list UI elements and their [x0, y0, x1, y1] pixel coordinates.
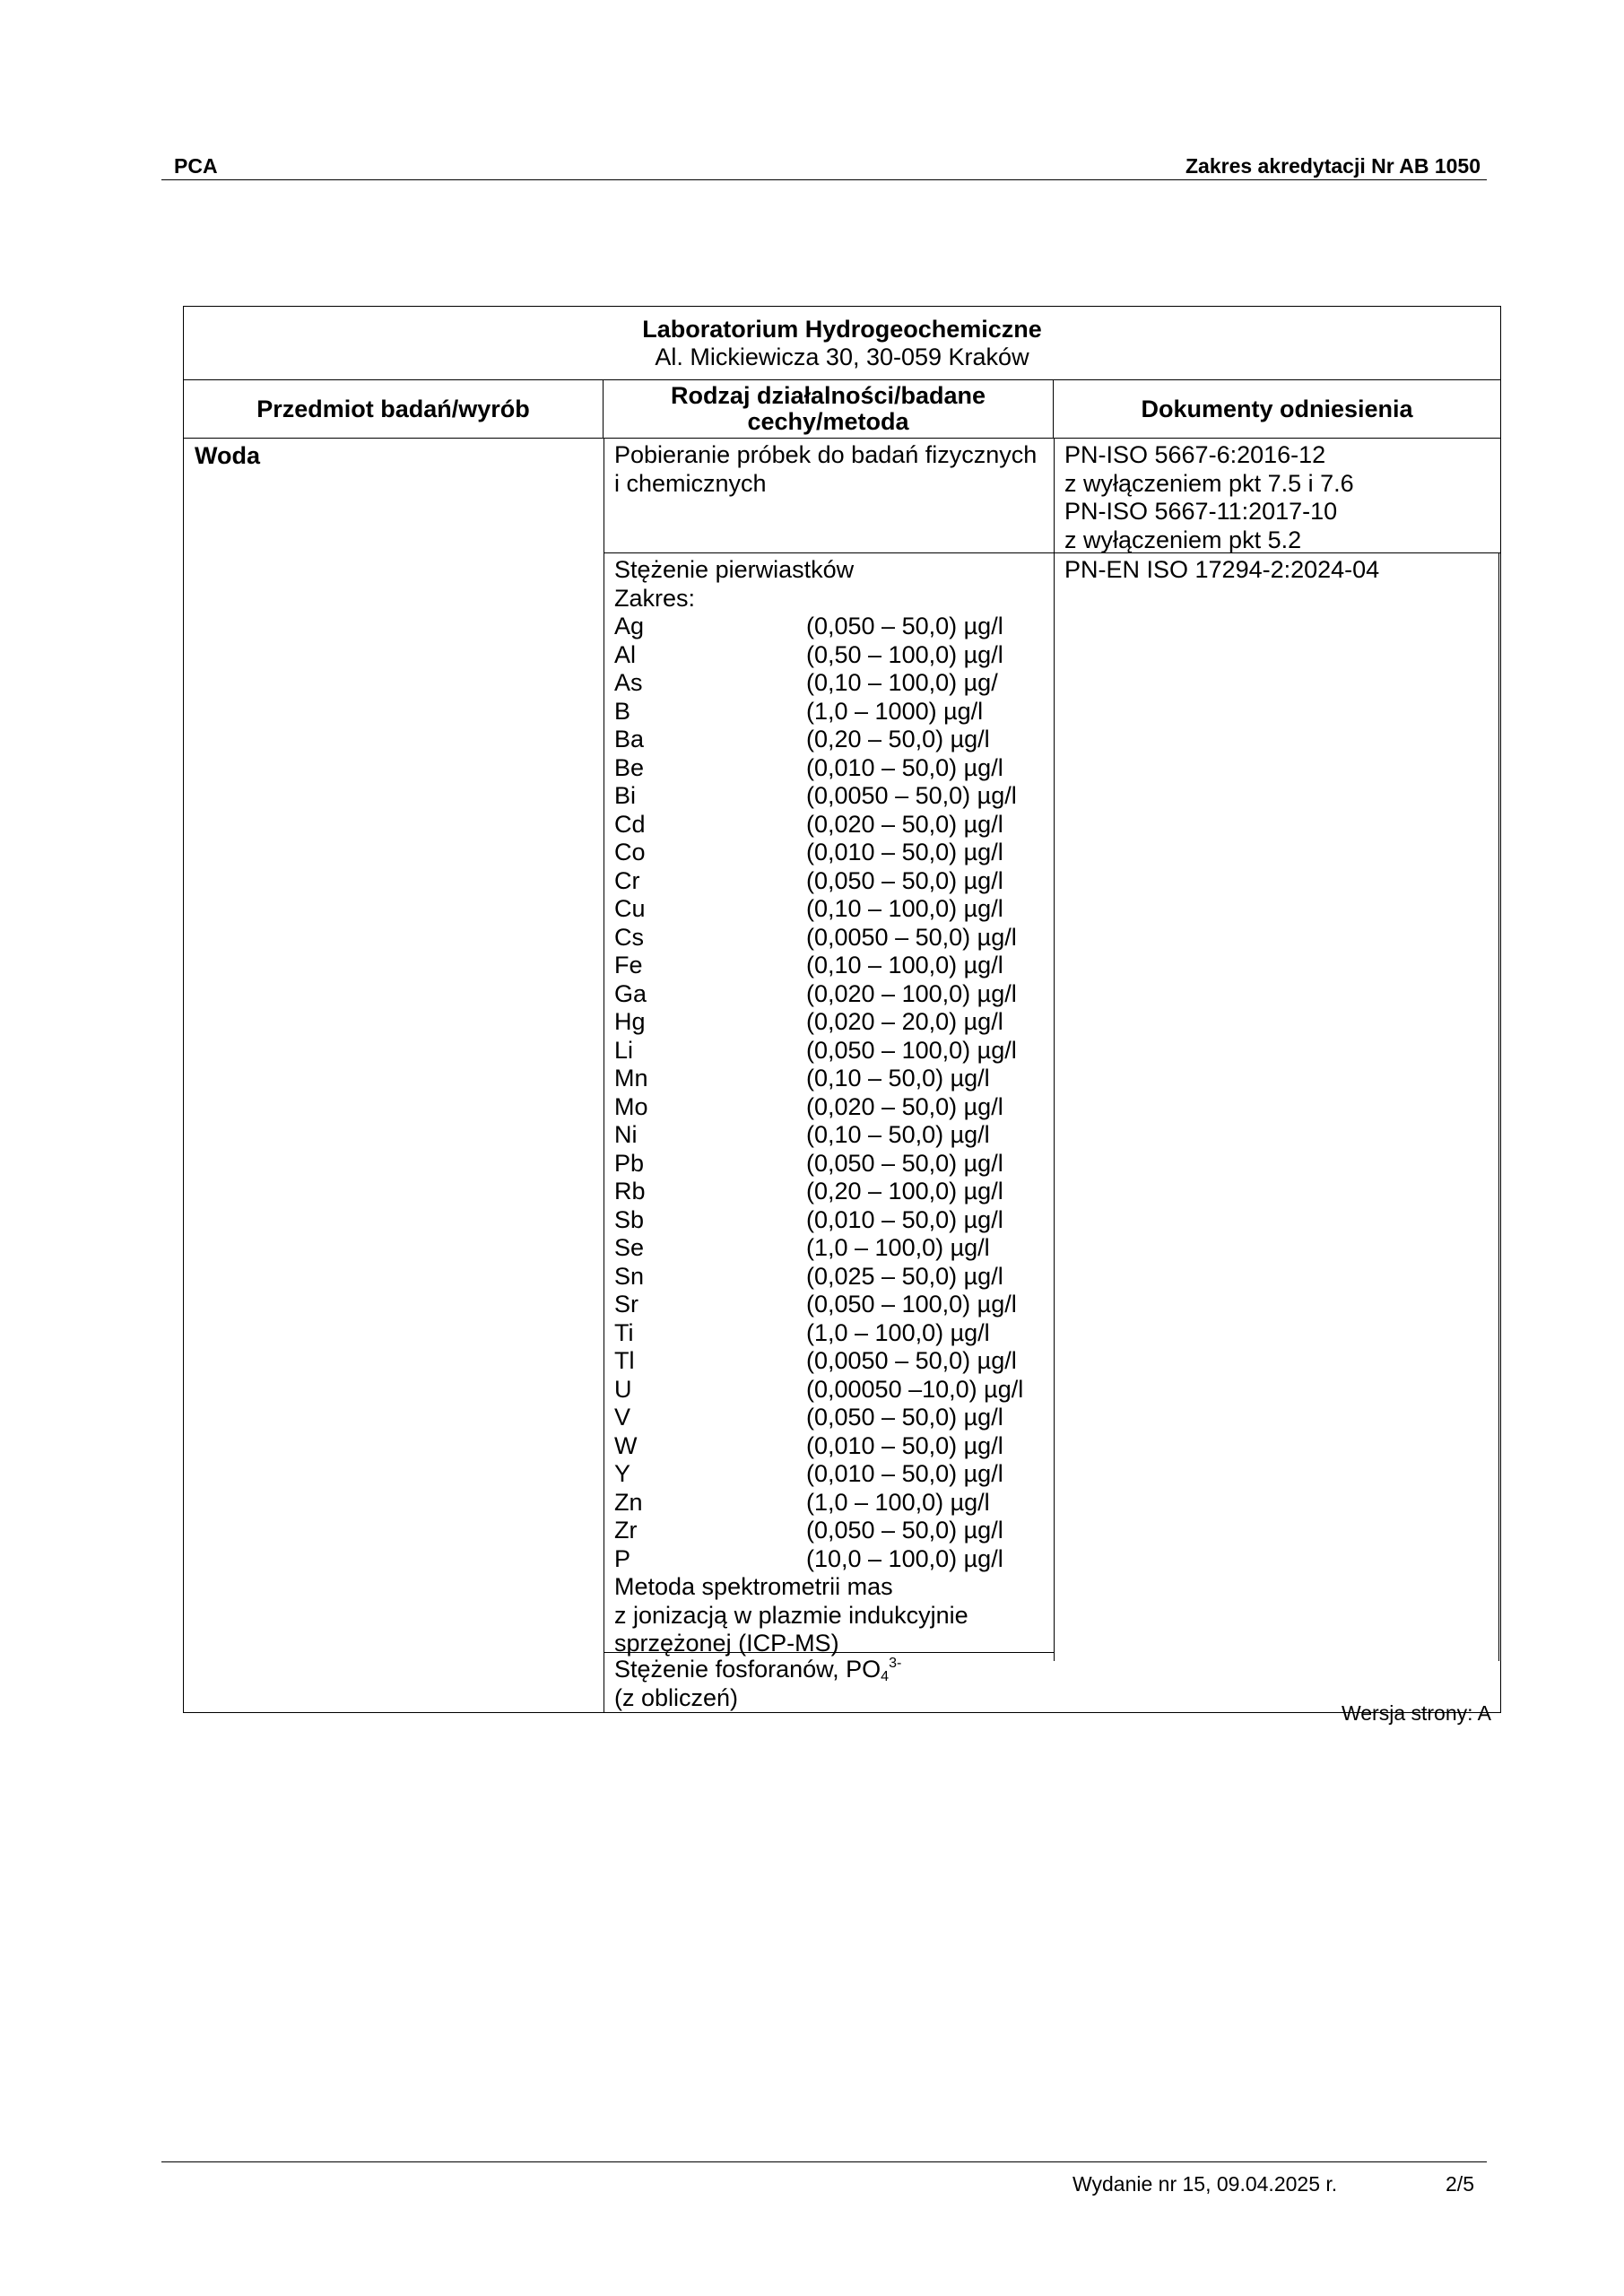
element-row: [614, 1065, 1023, 1093]
element-range: (0,050 – 50,0) µg/l: [806, 1517, 1003, 1544]
phosphate-line-2: (z obliczeń): [614, 1683, 739, 1711]
element-symbol: Cs: [614, 923, 644, 951]
element-row: [614, 726, 1023, 754]
element-row: [614, 952, 1023, 980]
element-range: (0,020 – 50,0) µg/l: [806, 1092, 1003, 1120]
sampling-doc: PN-ISO 5667-6:2016-12: [1064, 441, 1326, 468]
column-divider: [1498, 552, 1499, 1661]
element-symbol: B: [614, 697, 631, 725]
sampling-activity: [614, 441, 1037, 498]
element-range: (0,010 – 50,0) µg/l: [806, 1205, 1003, 1233]
sampling-doc: PN-ISO 5667-11:2017-10: [1064, 498, 1338, 525]
element-row: [614, 1121, 1023, 1150]
element-row: [614, 1150, 1023, 1178]
element-row: [614, 641, 1023, 670]
element-range: (0,10 – 50,0) µg/l: [806, 1121, 990, 1148]
elements-activity: [614, 556, 1023, 1658]
phosphate-line-1: [614, 1656, 901, 1684]
element-row: [614, 1460, 1023, 1489]
phosphate-subscript: 4: [881, 1669, 890, 1684]
element-symbol: Fe: [614, 952, 643, 978]
elements-document: PN-EN ISO 17294-2:2024-04: [1064, 556, 1380, 583]
element-range: (0,0050 – 50,0) µg/l: [806, 923, 1017, 951]
element-row: [614, 1432, 1023, 1461]
sampling-doc: z wyłączeniem pkt 5.2: [1064, 526, 1302, 553]
element-symbol: W: [614, 1431, 638, 1459]
element-symbol: Ag: [614, 613, 645, 639]
footer-page-number: 2/5: [1446, 2172, 1474, 2196]
element-row: [614, 1234, 1023, 1263]
element-symbol: Cd: [614, 810, 646, 838]
method-line: sprzężonej (ICP-MS): [614, 1630, 839, 1657]
element-symbol: Cr: [614, 866, 640, 894]
element-range: (0,0050 – 50,0) µg/l: [806, 782, 1017, 809]
element-range: (0,10 – 100,0) µg/l: [806, 952, 1003, 978]
element-row: [614, 924, 1023, 952]
element-row: [614, 754, 1023, 783]
element-row: [614, 1319, 1023, 1348]
element-symbol: Y: [614, 1460, 631, 1487]
laboratory-name: Laboratorium Hydrogeochemiczne: [642, 316, 1042, 343]
element-symbol: Ti: [614, 1318, 634, 1346]
element-symbol: Ga: [614, 979, 647, 1007]
table-body: [184, 439, 1500, 1712]
element-range: (0,020 – 100,0) µg/l: [806, 979, 1017, 1007]
element-symbol: Be: [614, 753, 645, 781]
element-range: (0,050 – 100,0) µg/l: [806, 1036, 1017, 1064]
element-range: (0,50 – 100,0) µg/l: [806, 640, 1003, 668]
element-row: [614, 980, 1023, 1009]
phosphate-label: Stężenie fosforanów, PO: [614, 1656, 881, 1683]
element-range: (1,0 – 100,0) µg/l: [806, 1234, 990, 1261]
element-range: (0,00050 –10,0) µg/l: [806, 1375, 1024, 1403]
element-row: [614, 1093, 1023, 1122]
element-row: [614, 1376, 1023, 1405]
footer-divider: [161, 2161, 1487, 2162]
element-symbol: Ni: [614, 1121, 638, 1148]
element-symbol: Zr: [614, 1517, 638, 1544]
column-header-subject: Przedmiot badań/wyrób: [184, 380, 604, 438]
element-symbol: Mo: [614, 1092, 648, 1120]
element-row: [614, 613, 1023, 641]
element-row: [614, 1008, 1023, 1037]
element-symbol: P: [614, 1544, 631, 1572]
phosphate-superscript: 3-: [889, 1656, 902, 1671]
element-symbol: Co: [614, 839, 646, 865]
element-row: [614, 1347, 1023, 1376]
element-symbol: Li: [614, 1036, 634, 1064]
element-range: (1,0 – 100,0) µg/l: [806, 1318, 990, 1346]
element-range: (0,020 – 50,0) µg/l: [806, 810, 1003, 838]
element-symbol: As: [614, 669, 643, 696]
element-range: (0,010 – 50,0) µg/l: [806, 839, 1003, 865]
row-divider: [604, 552, 1500, 553]
column-header-activity: Rodzaj działalności/badane cechy/metoda: [604, 380, 1054, 438]
element-symbol: Tl: [614, 1347, 635, 1374]
accreditation-table: [183, 306, 1501, 1713]
element-symbol: Ba: [614, 726, 645, 752]
element-row: [614, 1291, 1023, 1319]
element-row: [614, 698, 1023, 726]
element-row: [614, 1206, 1023, 1235]
element-range: (0,050 – 50,0) µg/l: [806, 613, 1003, 639]
element-range: (0,10 – 100,0) µg/: [806, 669, 998, 696]
element-range: (10,0 – 100,0) µg/l: [806, 1544, 1003, 1572]
laboratory-header: [184, 307, 1500, 380]
element-symbol: Sb: [614, 1205, 645, 1233]
header-divider: [161, 179, 1487, 180]
element-range: (0,10 – 50,0) µg/l: [806, 1065, 990, 1091]
column-divider: [1054, 439, 1055, 1661]
column-header-documents: Dokumenty odniesienia: [1141, 395, 1413, 422]
element-range: (1,0 – 100,0) µg/l: [806, 1488, 990, 1516]
element-row: [614, 839, 1023, 867]
element-row: [614, 895, 1023, 924]
element-range: (0,025 – 50,0) µg/l: [806, 1262, 1003, 1290]
element-symbol: Se: [614, 1234, 645, 1261]
element-range: (0,10 – 100,0) µg/l: [806, 895, 1003, 922]
element-row: [614, 811, 1023, 839]
column-headers: [184, 380, 1500, 439]
element-row: [614, 867, 1023, 896]
laboratory-address: Al. Mickiewicza 30, 30-059 Kraków: [655, 344, 1029, 370]
element-symbol: Mn: [614, 1065, 648, 1091]
element-symbol: Cu: [614, 895, 646, 922]
element-range: (0,20 – 50,0) µg/l: [806, 726, 990, 752]
element-range: (0,050 – 50,0) µg/l: [806, 1149, 1003, 1177]
method-line: Metoda spektrometrii mas: [614, 1573, 893, 1600]
element-range: (0,050 – 100,0) µg/l: [806, 1291, 1017, 1318]
element-symbol: Sn: [614, 1262, 645, 1290]
element-range: (0,050 – 50,0) µg/l: [806, 1404, 1003, 1431]
element-range: (0,010 – 50,0) µg/l: [806, 1460, 1003, 1487]
element-symbol: Rb: [614, 1178, 646, 1205]
element-list: [614, 613, 1023, 1573]
element-row: [614, 1517, 1023, 1545]
element-range: (0,0050 – 50,0) µg/l: [806, 1347, 1017, 1374]
method-line: z jonizacją w plazmie indukcyjnie: [614, 1601, 968, 1629]
element-range: (0,010 – 50,0) µg/l: [806, 1431, 1003, 1459]
element-row: [614, 782, 1023, 811]
element-row: [614, 1178, 1023, 1206]
element-row: [614, 1037, 1023, 1065]
page-version: Wersja strony: A: [1341, 1701, 1491, 1725]
sampling-line-1: Pobieranie próbek do badań fizycznych: [614, 441, 1038, 468]
element-symbol: Bi: [614, 782, 637, 809]
element-symbol: U: [614, 1375, 632, 1403]
element-range: (0,050 – 50,0) µg/l: [806, 866, 1003, 894]
element-symbol: Al: [614, 640, 637, 668]
sampling-line-2: i chemicznych: [614, 469, 767, 497]
header-left: PCA: [174, 154, 218, 178]
element-range: (0,020 – 20,0) µg/l: [806, 1008, 1003, 1035]
element-row: [614, 1489, 1023, 1518]
element-symbol: Zn: [614, 1488, 643, 1516]
element-range: (0,20 – 100,0) µg/l: [806, 1178, 1003, 1205]
element-range: (1,0 – 1000) µg/l: [806, 697, 984, 725]
element-symbol: Hg: [614, 1008, 646, 1035]
element-row: [614, 1404, 1023, 1432]
element-range: (0,010 – 50,0) µg/l: [806, 753, 1003, 781]
elements-range-label: Zakres:: [614, 584, 696, 612]
header-right: Zakres akredytacji Nr AB 1050: [1185, 154, 1481, 178]
element-symbol: V: [614, 1404, 631, 1431]
element-symbol: Pb: [614, 1149, 645, 1177]
phosphate-activity: [614, 1656, 901, 1712]
sampling-doc: z wyłączeniem pkt 7.5 i 7.6: [1064, 469, 1354, 497]
subject-cell: Woda: [195, 442, 260, 469]
element-row: [614, 1263, 1023, 1292]
elements-title: Stężenie pierwiastków: [614, 556, 855, 583]
sampling-documents: [1064, 441, 1354, 554]
footer-edition: Wydanie nr 15, 09.04.2025 r.: [1073, 2172, 1338, 2196]
element-row: [614, 1545, 1023, 1574]
element-row: [614, 669, 1023, 698]
element-symbol: Sr: [614, 1291, 638, 1318]
